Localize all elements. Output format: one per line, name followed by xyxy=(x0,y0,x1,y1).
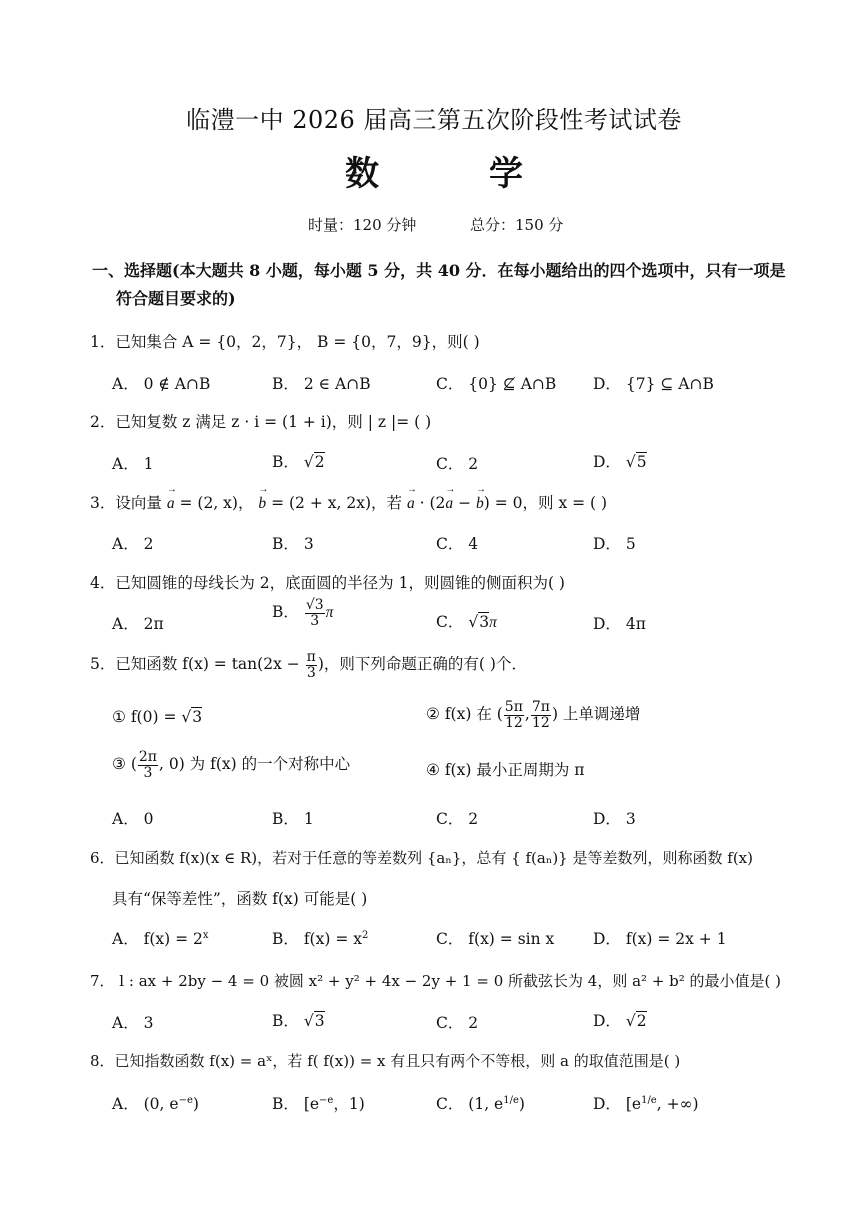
sqrt-symbol: √5 xyxy=(625,453,647,471)
q5-option-d: D． 3 xyxy=(593,810,636,828)
q8-option-c: C． (1, $e^{1/e}$) xyxy=(436,1094,525,1113)
question-1: 1．已知集合 A = {0，2，7}， B = {0，7，9}，则( ) xyxy=(90,333,480,351)
question-5: 5．已知函数 f(x) = tan(2x − $\frac{\pi}{3}$ )，则下列命题正确的有( )个． xyxy=(90,649,527,681)
q6-option-c: C． f(x) = sin x xyxy=(436,930,555,948)
question-6-cont: 具有“保等差性”，函数 f(x) 可能是( ) xyxy=(112,890,368,908)
question-8: 8．已知指数函数 f(x) = aˣ，若 f( f(x)) = x 有且只有两个不等根，则 a 的取值范围是( ) xyxy=(90,1052,681,1070)
question-6: 6．已知函数 f(x)(x ∈ R)，若对于任意的等差数列 {aₙ}，总有 { f(aₙ)} 是等差数列，则称函数 f(x) xyxy=(90,849,753,867)
fraction: $\frac{√3}{3}$ xyxy=(305,597,324,629)
section-heading: 一、选择题(本大题共 8 小题，每小题 5 分，共 40 分．在每小题给出的四个选项中，只有一项是 xyxy=(92,261,786,280)
q7-option-b: B． √3 xyxy=(272,1012,325,1030)
q1-option-d: D． {7} ⊆ A∩B xyxy=(593,375,714,393)
q8-option-b: B． [$e^{-e}$，1) xyxy=(272,1094,365,1113)
sqrt-symbol: √2 xyxy=(625,1012,647,1030)
q5-option-b: B． 1 xyxy=(272,810,314,828)
q6-option-d: D． f(x) = 2x + 1 xyxy=(593,930,727,948)
section-heading-cont: 符合题目要求的) xyxy=(116,289,236,308)
q1-option-a: A． 0 ∉ A∩B xyxy=(112,375,211,393)
q5-proposition-2: ② f(x) 在 ( $\frac{5\pi}{12}$ , $\frac{7\pi}{12}$ ) 上单调递增 xyxy=(426,699,641,731)
q2-option-a: A． 1 xyxy=(112,455,154,473)
q2-option-b: B． √2 xyxy=(272,453,325,471)
q5-proposition-1: ① f(0) = √3 xyxy=(112,708,203,726)
q7-option-c: C． 2 xyxy=(436,1014,479,1032)
q3-option-d: D． 5 xyxy=(593,535,636,553)
fraction: $\frac{2\pi}{3}$ xyxy=(138,749,157,781)
q4-option-b: B． $\frac{√3}{3}$ π xyxy=(272,597,334,629)
q4-option-a: A． 2π xyxy=(112,615,164,633)
q3-option-a: A． 2 xyxy=(112,535,154,553)
fraction: $\frac{5\pi}{12}$ xyxy=(504,699,523,731)
q5-proposition-4: ④ f(x) 最小正周期为 π xyxy=(426,761,585,779)
q4-option-d: D． 4π xyxy=(593,615,646,633)
q8-option-a: A． (0, $e^{-e}$) xyxy=(112,1094,199,1113)
q6-option-b: B． $f(x) = x^2$ xyxy=(272,929,369,948)
vector-b: → b xyxy=(476,495,484,513)
q4-option-c: C． √3π xyxy=(436,613,497,631)
vector-a: → a xyxy=(407,495,415,513)
q5-option-a: A． 0 xyxy=(112,810,154,828)
question-3: 3．设向量 → a = (2, x)， → b = (2 + x, 2x)，若 → a · (2→ a − → b) = 0，则 x = ( ) xyxy=(90,491,607,513)
sqrt-symbol: √3 xyxy=(468,613,490,631)
q3-option-b: B． 3 xyxy=(272,535,314,553)
exam-title: 临澧一中 2026 届高三第五次阶段性考试试卷 xyxy=(186,106,682,134)
q2-option-c: C． 2 xyxy=(436,455,479,473)
question-2: 2．已知复数 z 满足 z · i = (1 + i)，则 | z |= ( ) xyxy=(90,413,432,431)
q5-option-c: C． 2 xyxy=(436,810,479,828)
total-score: 总分：150 分 xyxy=(470,216,564,234)
q7-option-a: A． 3 xyxy=(112,1014,154,1032)
time-limit: 时量：120 分钟 xyxy=(308,216,417,234)
fraction: $\frac{7\pi}{12}$ xyxy=(531,699,550,731)
question-7: 7． l : ax + 2by − 4 = 0 被圆 x² + y² + 4x − 2y + 1 = 0 所截弦长为 4，则 a² + b² 的最小值是( ) xyxy=(90,972,782,990)
q1-option-b: B． 2 ∈ A∩B xyxy=(272,375,371,393)
sqrt-symbol: √3 xyxy=(303,1012,325,1030)
q5-proposition-3: ③ ( $\frac{2\pi}{3}$ , 0) 为 f(x) 的一个对称中心 xyxy=(112,749,351,781)
q1-option-c: C． {0} ⊈ A∩B xyxy=(436,375,557,393)
sqrt-symbol: √2 xyxy=(303,453,325,471)
vector-b: → b xyxy=(258,495,266,513)
q2-option-d: D． √5 xyxy=(593,453,647,471)
q3-option-c: C． 4 xyxy=(436,535,479,553)
fraction: $\frac{\pi}{3}$ xyxy=(306,649,316,681)
subject-title: 数学 xyxy=(345,154,633,194)
vector-a: → a xyxy=(445,495,453,513)
q8-option-d: D． [$e^{1/e}$, +∞) xyxy=(593,1094,699,1113)
sqrt-symbol: √3 xyxy=(181,708,203,726)
q7-option-d: D． √2 xyxy=(593,1012,647,1030)
q6-option-a: A． $f(x) = 2^x$ xyxy=(112,929,209,948)
vector-a: → a xyxy=(167,495,175,513)
question-4: 4．已知圆锥的母线长为 2，底面圆的半径为 1，则圆锥的侧面积为( ) xyxy=(90,574,565,592)
